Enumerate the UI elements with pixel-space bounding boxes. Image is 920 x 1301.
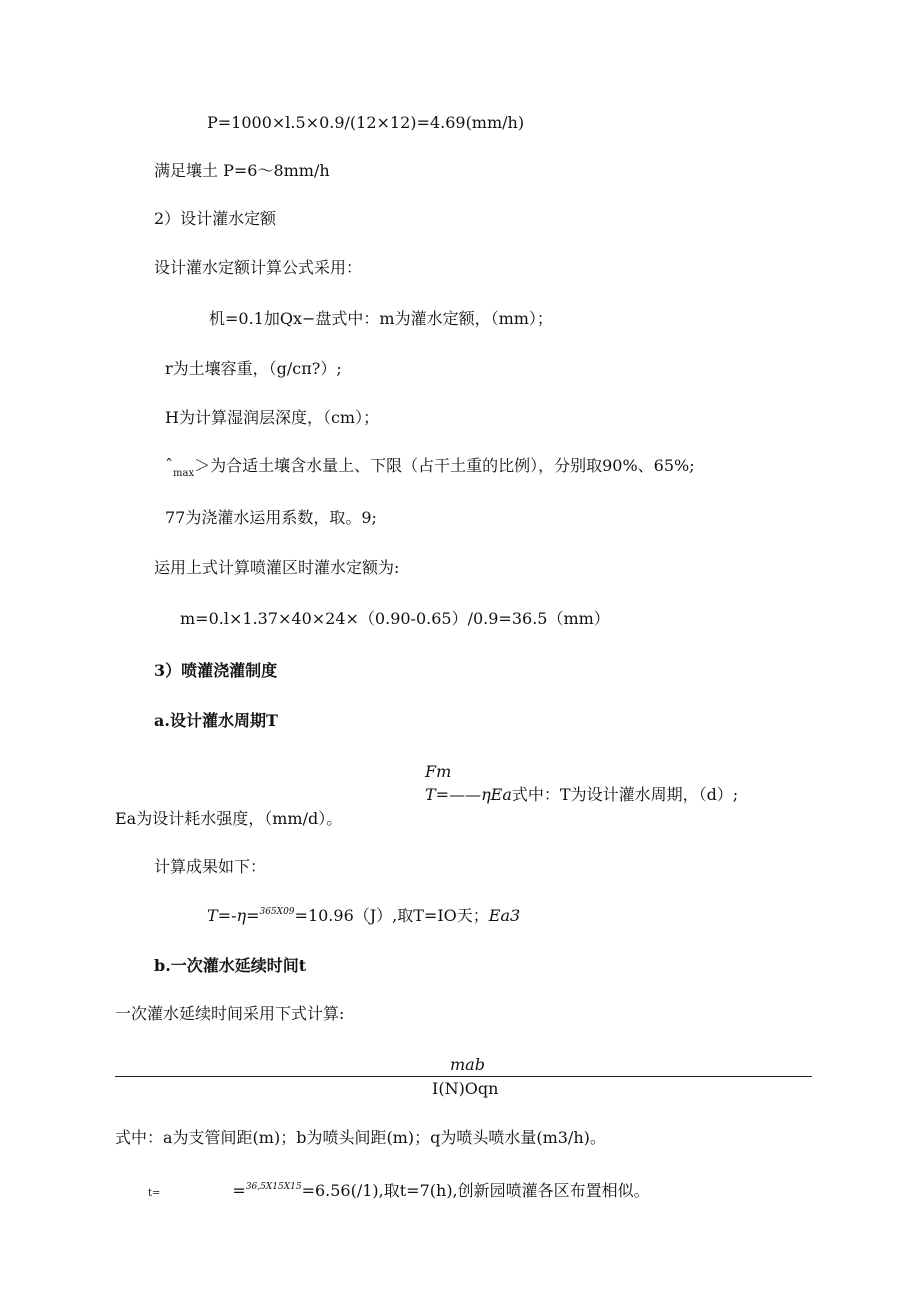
soil-p-line: 满足壤土 P=6～8mm/h: [154, 161, 330, 180]
quota-formula-line: 机=0.1加Qx−盘式中：m为灌水定额，（mm）；: [209, 309, 553, 328]
heading-irrigation-quota: 2）设计灌水定额: [154, 209, 277, 228]
cycle-formula-line: [425, 785, 738, 805]
duration-denominator: I(N)Oqn: [432, 1079, 499, 1098]
cycle-formula: T=——ηEa: [425, 785, 512, 804]
duration-numerator: mab: [450, 1055, 485, 1074]
duration-result-t: t=: [148, 1188, 161, 1199]
heading-cycle-t: a.设计灌水周期T: [154, 711, 278, 730]
moisture-limits-text: ＞为合适土壤含水量上、下限（占干土重的比例），分别取90%、65%;: [194, 456, 695, 475]
cycle-result-ea: Ea3: [488, 906, 521, 925]
fraction-rule: [115, 1076, 812, 1077]
cycle-result-line: [207, 906, 520, 929]
heading-irrigation-schedule: 3）喷灌浇灌制度: [154, 661, 278, 680]
quota-formula-intro: 设计灌水定额计算公式采用：: [154, 258, 363, 277]
cycle-result-sup: 365X09: [259, 907, 295, 917]
quota-result-line: m=0.l×1.37×40×24×（0.90-0.65）/0.9=36.5（mm）: [180, 609, 610, 628]
duration-result-value: =6.56(/1),取t=7(h),创新园喷灌各区布置相似。: [301, 1181, 650, 1200]
cycle-formula-numerator: Fm: [425, 762, 452, 781]
duration-result-line: [148, 1181, 650, 1204]
max-subscript: max: [173, 468, 195, 479]
duration-result-eq: =: [232, 1181, 246, 1200]
cycle-formula-desc: 式中：T为设计灌水周期，（d）;: [511, 785, 739, 804]
moisture-limits-line: [165, 456, 695, 479]
duration-result-sup: 36,5X15X15: [245, 1182, 302, 1192]
caret-symbol: ˆ: [165, 456, 173, 475]
soil-density-line: r为土壤容重，（g∕cπ?）;: [165, 359, 342, 378]
duration-intro-line: 一次灌水延续时间采用下式计算:: [115, 1004, 345, 1023]
wet-layer-depth-line: H为计算湿润层深度，（cm）；: [165, 408, 380, 427]
results-intro-line: 计算成果如下：: [154, 857, 267, 876]
utilization-coefficient-line: 77为浇灌水运用系数，取。9;: [165, 508, 377, 527]
formula-p-line: P=1000×l.5×0.9/(12×12)=4.69(mm∕h): [207, 113, 525, 132]
ea-definition-line: Ea为设计耗水强度，（mm/d）。: [115, 809, 343, 828]
cycle-result-formula: T=-η=: [207, 906, 260, 925]
calc-intro-line: 运用上式计算喷灌区时灌水定额为:: [154, 558, 400, 577]
heading-duration-t: b.一次灌水延续时间t: [154, 956, 307, 975]
cycle-result-value: =10.96（J）,取T=IO天；: [294, 906, 489, 925]
duration-variables-line: 式中：a为支管间距(m)；b为喷头间距(m)；q为喷头喷水量(m3/h)。: [115, 1128, 606, 1147]
